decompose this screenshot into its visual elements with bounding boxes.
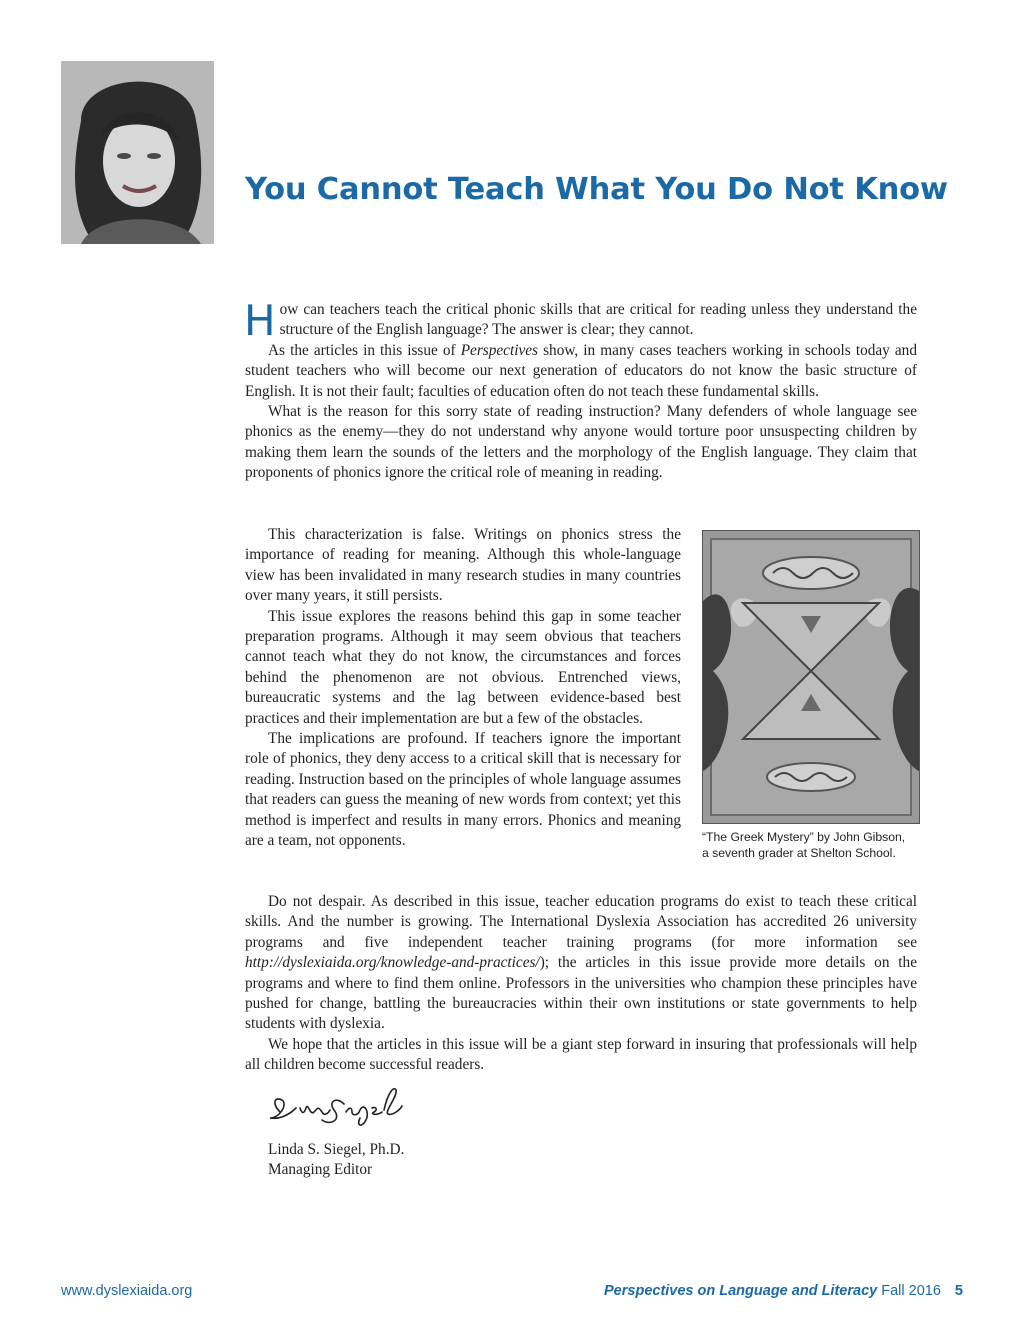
article-body-top	[244, 296, 917, 484]
paragraph-5: This issue explores the reasons behind this gap in some teacher preparation programs. Although it may seem obvious that teachers cannot teach what they do not know, the circumstances and forces behind the phenomenon are not obvious. Entrenched views, bureaucratic systems and the lag between evidence-based best practices and their implementation are but a few of the obstacles.	[245, 607, 681, 727]
article-body-bottom	[245, 892, 917, 1076]
paragraph-1: How can teachers teach the critical phonic skills that are critical for reading unless they understand the structure of the English language? The answer is clear; they cannot.	[244, 296, 917, 345]
journal-name-inline: Perspectives	[460, 341, 539, 359]
caption-line-1: “The Greek Mystery” by John Gibson,	[702, 830, 906, 844]
author-portrait-image	[61, 61, 214, 244]
paragraph-4: This characterization is false. Writings on phonics stress the importance of reading for meaning. Although this whole-language view has been invalidated in many research studies in many countries over many years, it still persists.	[245, 526, 681, 605]
page-number: 5	[954, 1283, 963, 1299]
paragraph-3: What is the reason for this sorry state of reading instruction? Many defenders of whole language see phonics as the enemy—they do not understand why anyone would torture poor unsuspecting children by making them learn the sounds of the letters and the morphology of the English language. They claim that proponents of phonics ignore the critical role of meaning in reading.	[245, 403, 917, 482]
editor-role: Managing Editor	[268, 1161, 373, 1179]
footer-issue: Fall 2016	[881, 1283, 941, 1299]
article-body-column	[245, 525, 681, 852]
editor-signature	[262, 1082, 404, 1130]
paragraph-7: Do not despair. As described in this issue, teacher education programs do exist to teach these critical skills. And the number is growing. The International Dyslexia Association has accredited 26 university programs and five independent teacher training programs (for more information see http://dyslexiaida.org/knowledge-and-practices/); the articles in this issue provide more details on the programs and where to find them online. Professors in the universities who champion these principles have pushed for change, battling the bureaucracies within their own institutions or state governments to help students with dyslexia.	[245, 893, 917, 1033]
editor-name: Linda S. Siegel, Ph.D.	[268, 1141, 405, 1158]
signoff-block	[268, 1140, 404, 1181]
footer-website[interactable]: www.dyslexiaida.org	[61, 1283, 193, 1299]
article-title: You Cannot Teach What You Do Not Know	[245, 172, 948, 207]
drop-cap: H	[244, 296, 276, 345]
author-photo	[61, 61, 214, 244]
paragraph-2: As the articles in this issue of Perspectives show, in many cases teachers working in schools today and student teachers who will become our next generation of educators do not know the basic structure of English. It is not their fault; faculties of education often do not teach these fundamental skills.	[245, 341, 917, 400]
footer-journal-info	[604, 1283, 963, 1299]
paragraph-6: The implications are profound. If teachers ignore the important role of phonics, they deny access to a critical skill that is necessary for reading. Instruction based on the principles of whole language assumes that readers can guess the meaning of new words from context; yet this method is imperfect and results in many errors. Phonics and meaning are a team, not opponents.	[245, 730, 681, 850]
reference-link[interactable]: http://dyslexiaida.org/knowledge-and-practices/	[245, 954, 540, 972]
caption-line-2: a seventh grader at Shelton School.	[702, 846, 896, 860]
greek-mystery-artwork	[703, 531, 919, 823]
paragraph-8: We hope that the articles in this issue will be a giant step forward in insuring that professionals will help all children become successful readers.	[245, 1035, 917, 1074]
artwork-caption	[702, 829, 918, 861]
footer-journal-name: Perspectives on Language and Literacy	[604, 1283, 878, 1299]
artwork-image	[702, 530, 920, 824]
